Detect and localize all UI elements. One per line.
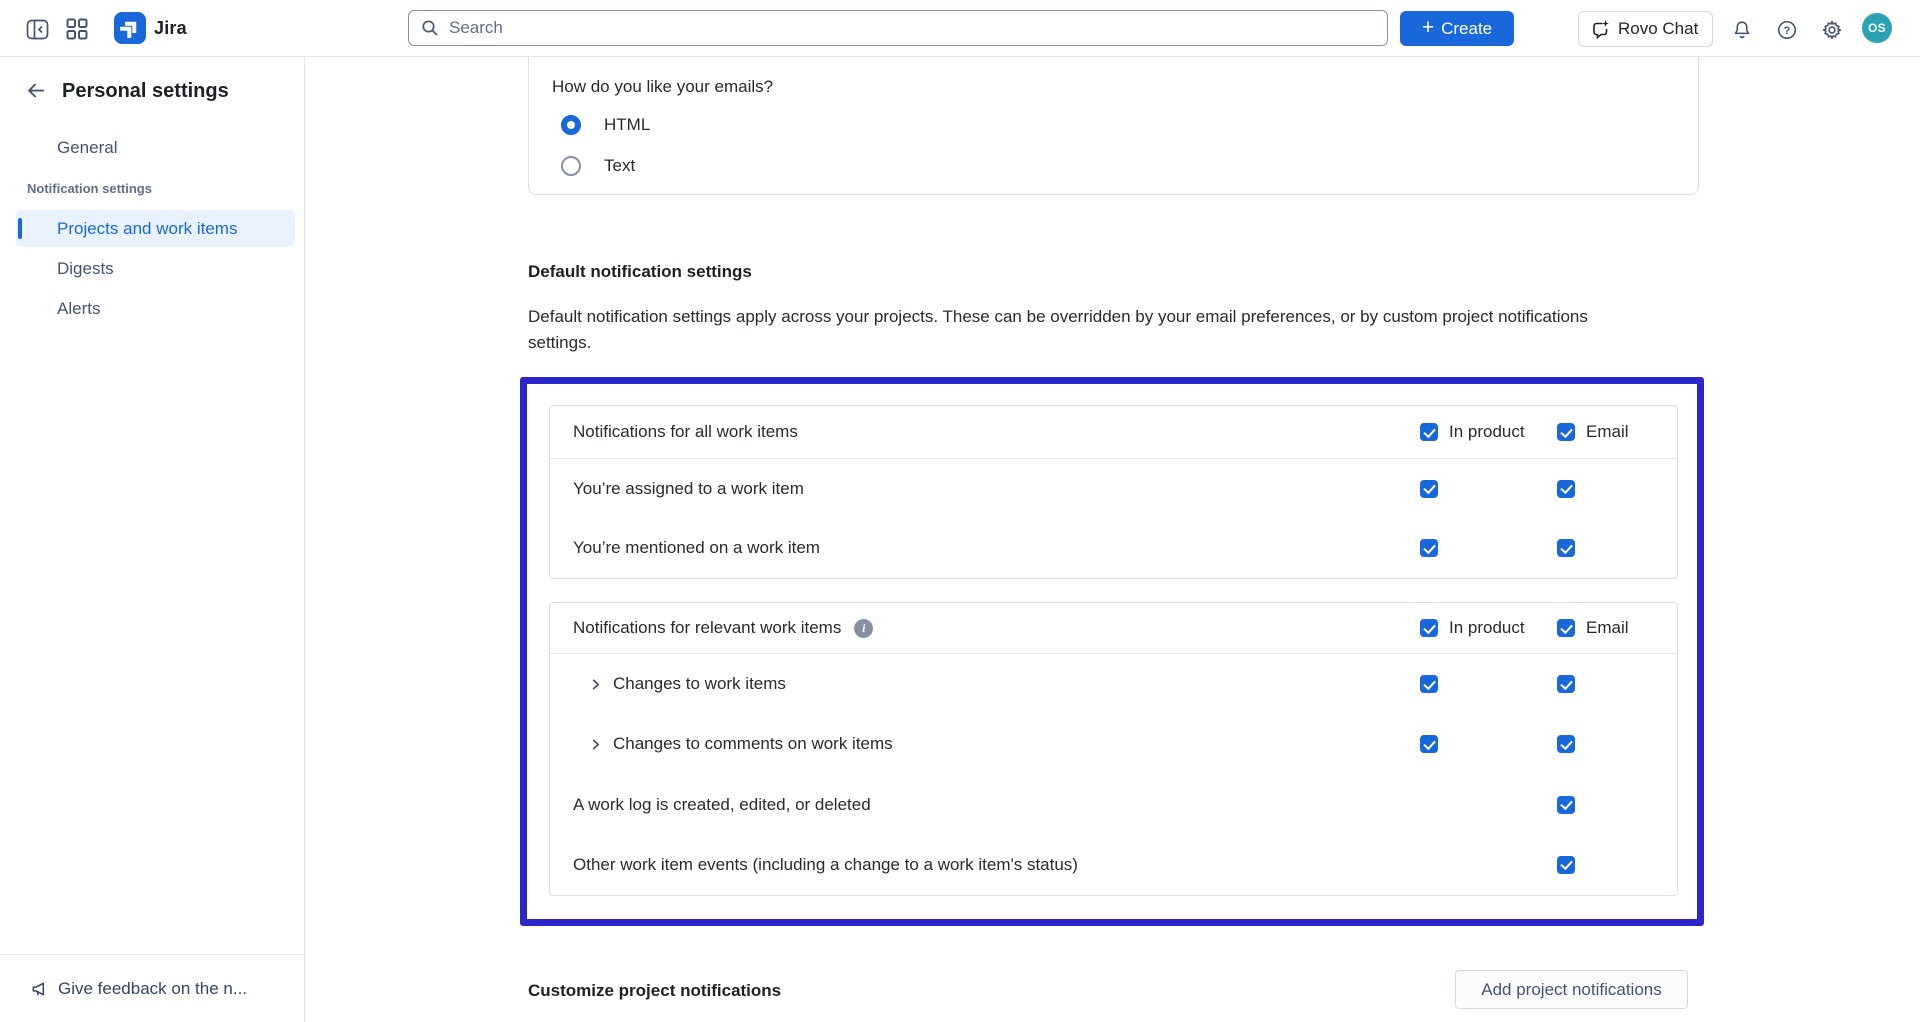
email-checkbox[interactable]: [1557, 539, 1575, 557]
give-feedback-label: Give feedback on the n...: [58, 978, 248, 998]
email-column-label: Email: [1586, 422, 1629, 441]
sidebar-item-label: Digests: [57, 258, 114, 278]
table-row-expandable: [550, 714, 1677, 774]
table-header-row: [550, 406, 1677, 459]
in-product-column-label: In product: [1449, 618, 1525, 637]
sidebar-item-label: General: [57, 137, 118, 157]
email-header-checkbox[interactable]: [1557, 423, 1575, 441]
email-checkbox[interactable]: [1557, 856, 1575, 874]
search-input[interactable]: [449, 18, 1375, 38]
gear-icon: [1821, 19, 1843, 41]
row-label: A work log is created, edited, or deleted: [573, 794, 871, 814]
user-avatar[interactable]: OS: [1862, 13, 1892, 43]
sidebar-title: Personal settings: [62, 79, 229, 102]
help-button[interactable]: [1773, 16, 1801, 44]
rovo-chat-icon: [1590, 19, 1610, 39]
sidebar-item-general[interactable]: [16, 129, 295, 166]
notifications-button[interactable]: [1728, 16, 1756, 44]
email-header-cell: [1557, 422, 1629, 442]
row-label: Other work item events (including a change to a work item's status): [573, 854, 1078, 874]
email-checkbox[interactable]: [1557, 735, 1575, 753]
in-product-header-checkbox[interactable]: [1420, 619, 1438, 637]
radio-label: Text: [604, 156, 636, 175]
app-switcher-icon: [66, 18, 88, 40]
settings-sidebar: [0, 57, 305, 1022]
in-product-column-label: In product: [1449, 422, 1525, 441]
in-product-header-checkbox[interactable]: [1420, 423, 1438, 441]
table-row: [550, 775, 1677, 835]
email-checkbox[interactable]: [1557, 796, 1575, 814]
sidebar-item-label: Projects and work items: [57, 218, 238, 238]
rovo-chat-label: Rovo Chat: [1618, 19, 1699, 38]
table-header-label: Notifications for relevant work items: [573, 618, 842, 637]
app-switcher-button[interactable]: [64, 16, 90, 42]
in-product-checkbox[interactable]: [1420, 735, 1438, 753]
email-checkbox[interactable]: [1557, 675, 1575, 693]
settings-button[interactable]: [1818, 16, 1846, 44]
jira-logo-icon: [118, 16, 142, 40]
app-title: Jira: [154, 18, 187, 38]
table-header-row: [550, 603, 1677, 654]
email-format-question: How do you like your emails?: [552, 77, 774, 96]
email-column-label: Email: [1586, 618, 1629, 637]
create-button-label: Create: [1441, 18, 1493, 38]
radio-unselected[interactable]: [561, 156, 581, 176]
table-header-label: Notifications for all work items: [573, 422, 798, 441]
create-button[interactable]: [1400, 11, 1514, 46]
collapse-sidebar-button[interactable]: [24, 16, 50, 42]
main-content: [305, 57, 1920, 1022]
sidebar-item-digests[interactable]: [16, 250, 295, 287]
search-icon: [421, 19, 439, 37]
all-work-items-table: [549, 405, 1678, 579]
row-label: Changes to work items: [613, 674, 786, 694]
table-row-expandable: [550, 654, 1677, 714]
row-label: Changes to comments on work items: [613, 734, 893, 754]
give-feedback-button[interactable]: [0, 954, 304, 1022]
sidebar-item-projects-and-work-items[interactable]: [16, 210, 295, 247]
back-arrow-icon: [25, 80, 47, 102]
in-product-header-cell: [1420, 422, 1525, 442]
info-icon[interactable]: i: [854, 619, 873, 638]
default-notifications-description: Default notification settings apply across your projects. These can be overridden by your email preferences, or by custom project notifications settings.: [528, 307, 1588, 352]
jira-logo[interactable]: [114, 12, 146, 44]
row-label: You’re mentioned on a work item: [573, 538, 820, 558]
email-checkbox[interactable]: [1557, 480, 1575, 498]
in-product-checkbox[interactable]: [1420, 539, 1438, 557]
radio-label: HTML: [604, 115, 651, 134]
table-row: [550, 835, 1677, 895]
row-label: You’re assigned to a work item: [573, 478, 804, 498]
active-item-indicator: [18, 218, 22, 239]
plus-icon: +: [1421, 16, 1435, 39]
svg-text:?: ?: [1783, 24, 1791, 37]
customize-project-notifications-heading: Customize project notifications: [528, 981, 782, 1000]
email-header-checkbox[interactable]: [1557, 619, 1575, 637]
add-project-notifications-button[interactable]: Add project notifications: [1455, 970, 1688, 1009]
chevron-right-icon[interactable]: [589, 678, 602, 691]
bell-icon: [1731, 19, 1753, 41]
in-product-checkbox[interactable]: [1420, 480, 1438, 498]
default-notifications-heading: Default notification settings: [528, 262, 752, 281]
back-button[interactable]: [22, 77, 50, 105]
top-navigation-bar: [0, 0, 1920, 57]
table-row: [550, 459, 1677, 519]
collapse-sidebar-icon: [26, 18, 49, 41]
rovo-chat-button[interactable]: [1578, 11, 1713, 47]
email-header-cell: [1557, 618, 1629, 638]
relevant-work-items-table: [549, 602, 1678, 896]
help-icon: [1776, 19, 1798, 41]
chevron-right-icon[interactable]: [589, 738, 602, 751]
sidebar-header: [0, 74, 304, 108]
radio-option-html[interactable]: [561, 115, 650, 135]
in-product-checkbox[interactable]: [1420, 675, 1438, 693]
megaphone-icon: [30, 979, 49, 998]
email-format-card: [528, 57, 1699, 195]
sidebar-item-label: Alerts: [57, 298, 101, 318]
search-box[interactable]: [408, 10, 1388, 46]
in-product-header-cell: [1420, 618, 1525, 638]
sidebar-section-label: Notification settings: [27, 180, 152, 196]
notification-settings-highlight-frame: [520, 377, 1704, 926]
radio-selected[interactable]: [561, 115, 581, 135]
table-row: [550, 519, 1677, 579]
radio-option-text[interactable]: [561, 156, 635, 176]
sidebar-item-alerts[interactable]: [16, 290, 295, 327]
